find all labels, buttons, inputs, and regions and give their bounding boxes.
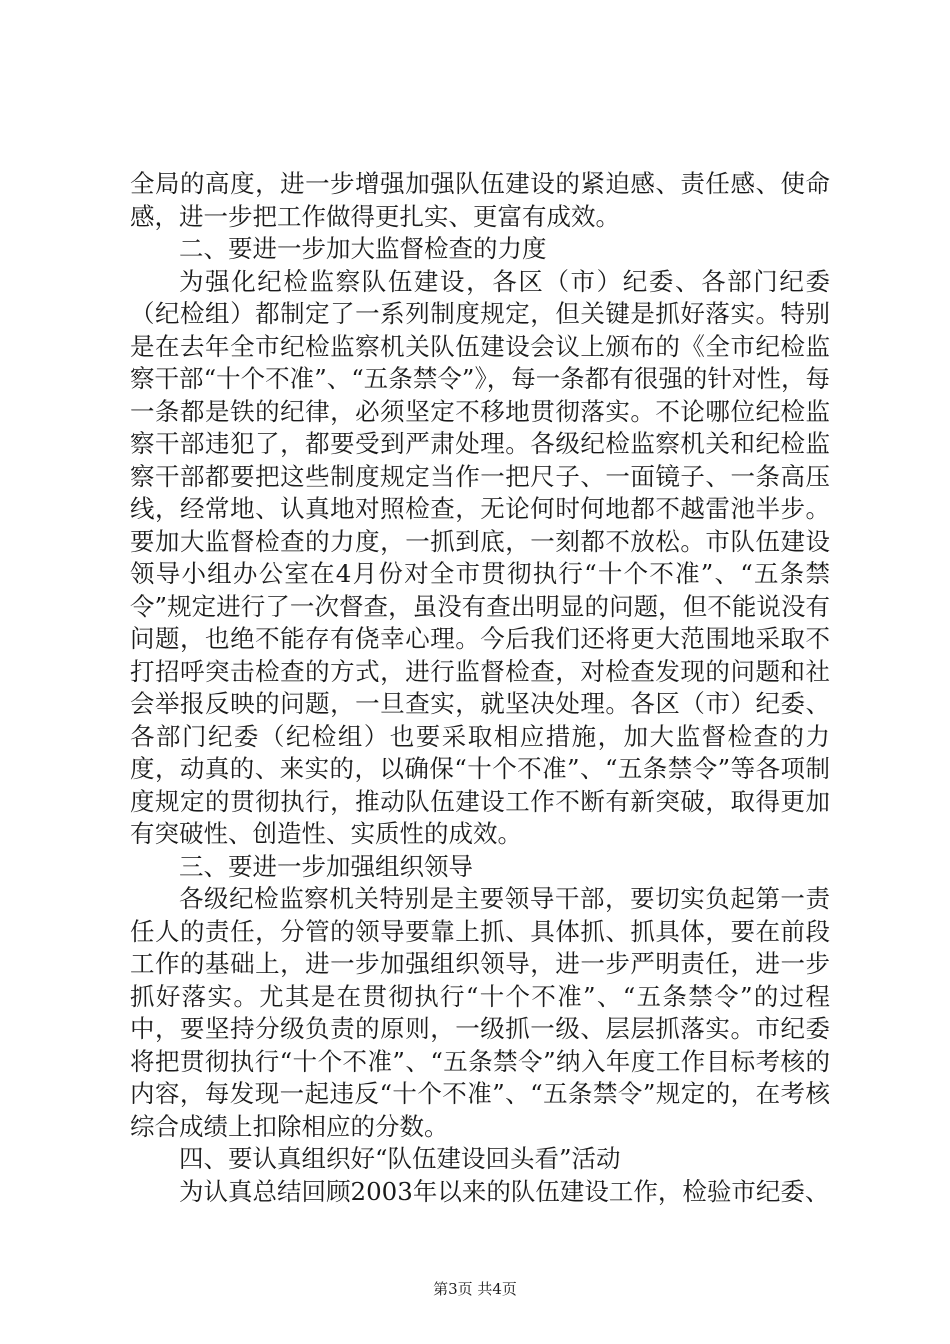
paragraph-review: 为认真总结回顾2003年以来的队伍建设工作，检验市纪委、 bbox=[179, 1176, 830, 1206]
section-heading-4: 四、要认真组织好“队伍建设回头看”活动 bbox=[179, 1144, 621, 1173]
paragraph-continuation: 全局的高度，进一步增强加强队伍建设的紧迫感、责任感、使命感，进一步把工作做得更扎实、更富有成效。 bbox=[130, 169, 830, 231]
section-heading-2: 二、要进一步加大监督检查的力度 bbox=[179, 234, 547, 263]
paragraph-supervision: 为强化纪检监察队伍建设，各区（市）纪委、各部门纪委（纪检组）都制定了一系列制度规定，但关键是抓好落实。特别是在去年全市纪检监察机关队伍建设会议上颁布的《全市纪检监察干部“十个不准”、“五条禁令”》，每一条都有很强的针对性，每一条都是铁的纪律，必须坚定不移地贯彻落实。不论哪位纪检监察干部违犯了，都要受到严肃处理。各级纪检监察机关和纪检监察干部都要把这些制度规定当作一把尺子、一面镜子、一条高压线，经常地、认真地对照检查，无论何时何地都不越雷池半步。要加大监督检查的力度，一抓到底，一刻都不放松。市队伍建设领导小组办公室在4月份对全市贯彻执行“十个不准”、“五条禁令”规定进行了一次督查，虽没有查出明显的问题，但不能说没有问题，也绝不能存有侥幸心理。今后我们还将更大范围地采取不打招呼突击检查的方式，进行监督检查，对检查发现的问题和社会举报反映的问题，一旦查实，就坚决处理。各区（市）纪委、各部门纪委（纪检组）也要采取相应措施，加大监督检查的力度，动真的、来实的，以确保“十个不准”、“五条禁令”等各项制度规定的贯彻执行，推动队伍建设工作不断有新突破，取得更加有突破性、创造性、实质性的成效。 bbox=[130, 266, 830, 848]
page-number-footer: 第3页 共4页 bbox=[433, 1280, 517, 1298]
document-body bbox=[130, 168, 830, 1208]
paragraph-leadership: 各级纪检监察机关特别是主要领导干部，要切实负起第一责任人的责任，分管的领导要靠上抓、具体抓、抓具体，要在前段工作的基础上，进一步加强组织领导，进一步严明责任，进一步抓好落实。尤其是在贯彻执行“十个不准”、“五条禁令”的过程中，要坚持分级负责的原则，一级抓一级、层层抓落实。市纪委将把贯彻执行“十个不准”、“五条禁令”纳入年度工作目标考核的内容，每发现一起违反“十个不准”、“五条禁令”规定的，在考核综合成绩上扣除相应的分数。 bbox=[130, 884, 830, 1141]
section-heading-3: 三、要进一步加强组织领导 bbox=[179, 851, 473, 881]
